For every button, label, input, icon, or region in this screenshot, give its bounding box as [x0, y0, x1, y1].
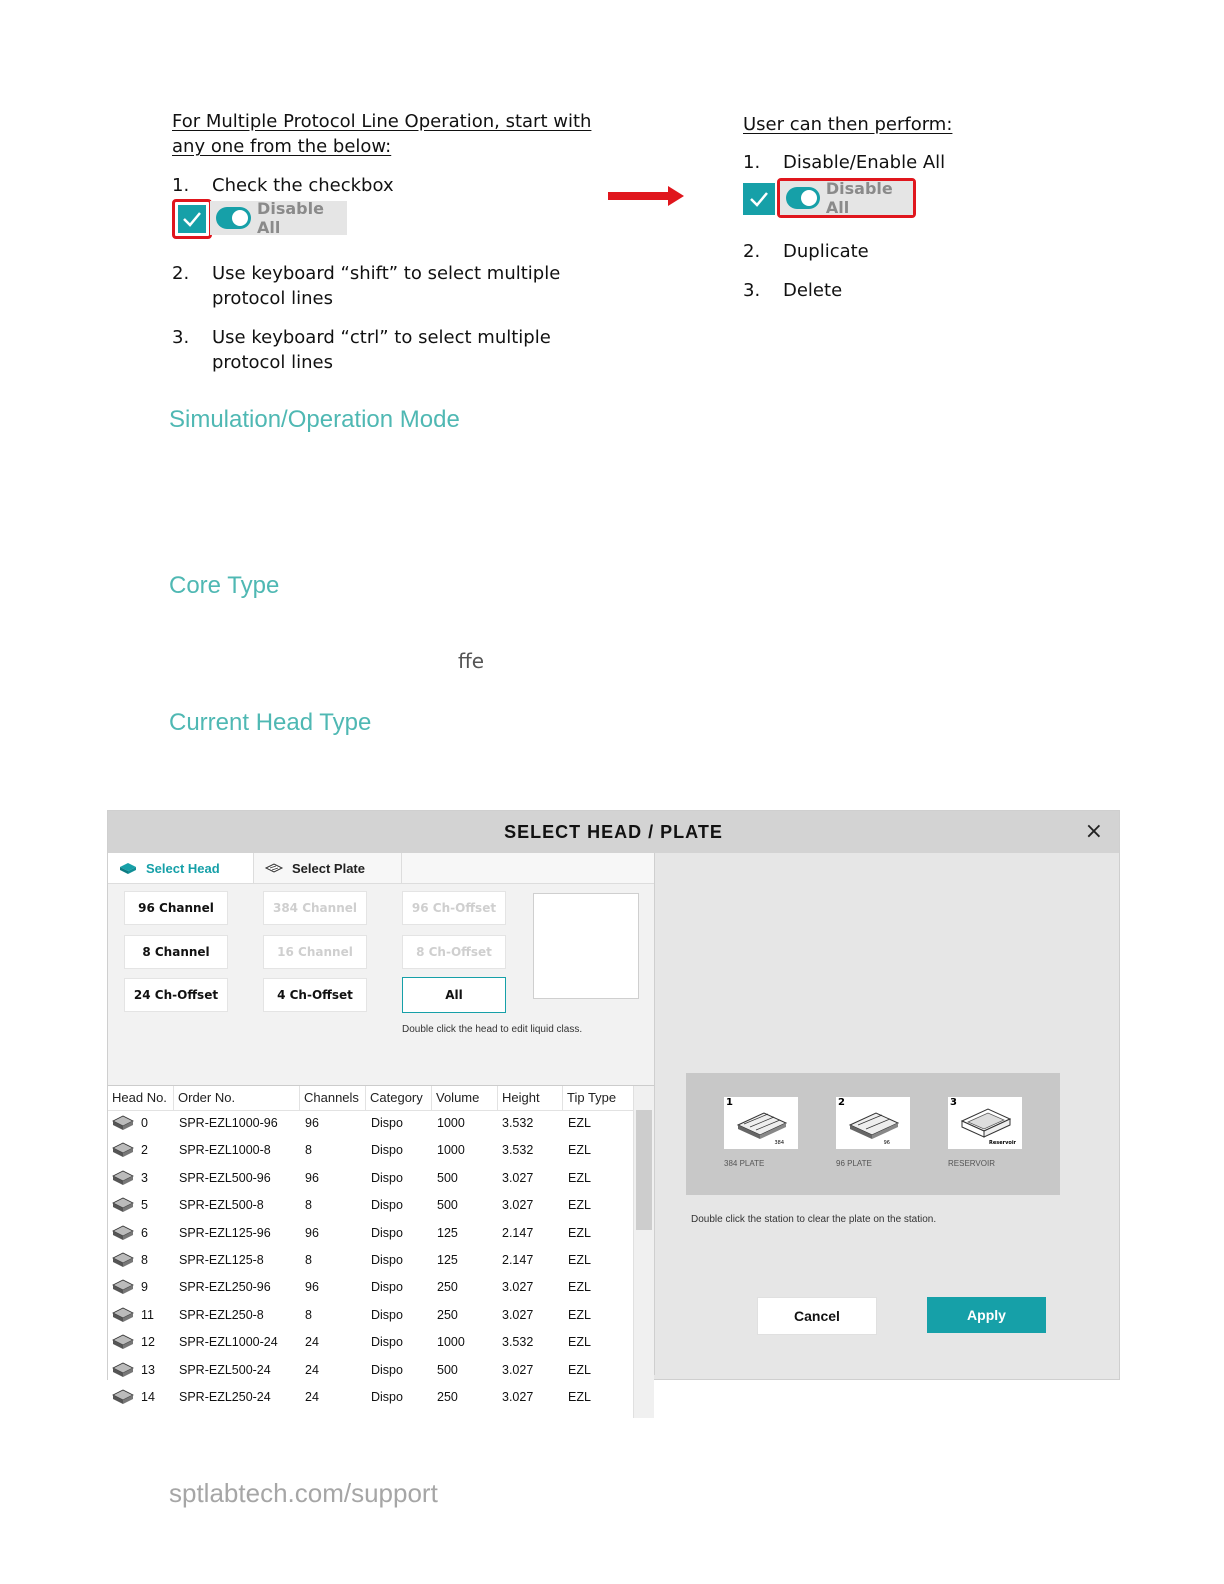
table-row[interactable] [108, 1329, 632, 1356]
table-cell: 24 [305, 1390, 319, 1404]
table-cell: 3.027 [502, 1280, 534, 1295]
station-number: 2 [838, 1097, 845, 1108]
multi-line-intro-1: For Multiple Protocol Line Operation, start with [172, 111, 592, 132]
right-intro: User can then perform: [743, 114, 953, 135]
tab-select-head[interactable] [108, 853, 254, 883]
tab-select-plate[interactable] [254, 853, 402, 883]
table-cell: EZL [568, 1143, 591, 1158]
left-item-2-cont: protocol lines [212, 288, 334, 309]
item-number: 3. [172, 327, 190, 348]
head-icon [118, 861, 138, 875]
heading-core-type: Core Type [169, 572, 280, 599]
head-96-channel-button[interactable]: 96 Channel [124, 891, 228, 925]
pipette-head-icon [111, 1140, 135, 1160]
station-2[interactable] [836, 1097, 910, 1168]
table-cell: Dispo [371, 1335, 403, 1350]
table-cell: 125 [437, 1225, 458, 1240]
table-cell: EZL [568, 1253, 591, 1267]
cancel-button[interactable]: Cancel [757, 1297, 877, 1335]
ffe-text: ffe [458, 649, 485, 673]
item-number: 2. [743, 241, 761, 262]
pipette-head-icon [111, 1113, 135, 1133]
table-cell: Dispo [371, 1280, 403, 1295]
table-cell: EZL [568, 1390, 591, 1404]
table-cell: Dispo [371, 1225, 403, 1240]
right-item-1 [743, 152, 945, 173]
tab-bar [108, 853, 654, 884]
pipette-head-icon [111, 1360, 135, 1380]
tab-label: Select Plate [292, 860, 365, 876]
head-96-offset-button[interactable]: 96 Ch-Offset [402, 891, 506, 925]
table-cell: SPR-EZL500-24 [179, 1362, 271, 1377]
table-cell: 3.532 [502, 1143, 534, 1158]
toggle-label: Disable All [825, 179, 893, 217]
table-cell: 13 [141, 1362, 155, 1377]
head-8-channel-button[interactable]: 8 Channel [124, 935, 228, 969]
station-3[interactable] [948, 1097, 1022, 1168]
column-header[interactable]: Head No. [108, 1086, 174, 1110]
table-cell: 6 [141, 1225, 148, 1240]
toggle-label: Disable All [257, 199, 324, 237]
station-name: 384 PLATE [724, 1159, 765, 1168]
table-cell: 8 [305, 1143, 312, 1158]
table-cell: 500 [437, 1198, 458, 1213]
table-row[interactable] [108, 1247, 632, 1274]
head-hint: Double click the head to edit liquid class. [402, 1024, 583, 1035]
table-cell: 3.027 [502, 1198, 534, 1213]
384-plate-icon [724, 1097, 798, 1149]
pipette-head-icon [111, 1277, 135, 1297]
station-1[interactable] [724, 1097, 798, 1168]
table-cell: 3.027 [502, 1362, 534, 1377]
table-cell: 11 [141, 1307, 154, 1322]
table-cell: 125 [437, 1253, 458, 1267]
table-row[interactable] [108, 1165, 632, 1192]
column-header[interactable]: Category [366, 1086, 432, 1110]
table-cell: 96 [305, 1280, 319, 1295]
table-cell: SPR-EZL1000-96 [179, 1116, 278, 1130]
item-text: Disable/Enable All [783, 152, 946, 173]
table-row[interactable] [108, 1110, 632, 1137]
pipette-head-icon [111, 1332, 135, 1352]
station-hint: Double click the station to clear the plate on the station. [691, 1214, 937, 1225]
item-number: 1. [172, 175, 190, 196]
pipette-head-icon [111, 1223, 135, 1243]
table-cell: SPR-EZL125-96 [179, 1225, 271, 1240]
table-cell: SPR-EZL500-8 [179, 1198, 264, 1213]
table-cell: SPR-EZL250-8 [179, 1307, 264, 1322]
table-row[interactable] [108, 1357, 632, 1384]
pipette-head-icon [111, 1387, 135, 1407]
head-384-channel-button[interactable]: 384 Channel [263, 891, 367, 925]
table-cell: 96 [305, 1225, 319, 1240]
heading-simulation-mode: Simulation/Operation Mode [169, 406, 460, 433]
table-cell: SPR-EZL1000-8 [179, 1143, 271, 1158]
right-arrow-icon [608, 184, 684, 208]
table-cell: 3.532 [502, 1335, 534, 1350]
station-name: RESERVOIR [948, 1159, 995, 1168]
table-cell: 3.027 [502, 1307, 534, 1322]
table-cell: EZL [568, 1170, 591, 1185]
item-text: Use keyboard “shift” to select multiple [212, 263, 561, 284]
plate-text: 384 [774, 1140, 784, 1146]
table-cell: EZL [568, 1307, 591, 1322]
plate-icon [264, 861, 284, 875]
table-cell: Dispo [371, 1390, 403, 1404]
head-preview [533, 893, 639, 999]
check-icon [749, 191, 769, 207]
table-cell: Dispo [371, 1198, 403, 1213]
table-cell: EZL [568, 1198, 591, 1213]
head-4-offset-button[interactable]: 4 Ch-Offset [263, 978, 367, 1012]
pipette-head-icon [111, 1195, 135, 1215]
plate-text: Reservoir [989, 1140, 1016, 1146]
item-text: Use keyboard “ctrl” to select multiple [212, 327, 551, 348]
close-icon[interactable]: × [1084, 819, 1103, 844]
left-item-3-cont: protocol lines [212, 352, 334, 373]
checkbox-right[interactable] [743, 183, 775, 215]
table-scrollbar[interactable] [633, 1086, 654, 1418]
table-cell: 96 [305, 1116, 319, 1130]
apply-button[interactable]: Apply [927, 1297, 1046, 1333]
left-item-3 [172, 327, 551, 348]
table-cell: 14 [141, 1390, 155, 1404]
table-cell: 1000 [437, 1143, 465, 1158]
item-text: Duplicate [783, 241, 869, 262]
table-cell: 500 [437, 1362, 458, 1377]
check-icon [182, 211, 202, 227]
item-number: 3. [743, 280, 761, 301]
table-cell: 250 [437, 1307, 458, 1322]
column-header[interactable]: Order No. [174, 1086, 300, 1110]
table-cell: SPR-EZL500-96 [179, 1170, 271, 1185]
station-slot[interactable] [724, 1097, 798, 1149]
table-cell: SPR-EZL250-24 [179, 1390, 271, 1404]
table-cell: EZL [568, 1335, 591, 1350]
dialog-title: SELECT HEAD / PLATE [108, 811, 1119, 853]
plate-text: 96 [883, 1140, 890, 1146]
right-item-2 [743, 241, 869, 262]
table-cell: 2.147 [502, 1253, 534, 1267]
select-head-plate-dialog [107, 810, 1120, 1404]
table-cell: 3.027 [502, 1170, 534, 1185]
item-number: 2. [172, 263, 190, 284]
table-header [108, 1086, 634, 1111]
table-cell: 5 [141, 1198, 148, 1213]
table-cell: 250 [437, 1280, 458, 1295]
heading-current-head-type: Current Head Type [169, 709, 372, 736]
table-cell: 1000 [437, 1335, 465, 1350]
table-cell: Dispo [371, 1170, 403, 1185]
left-item-2 [172, 263, 560, 284]
table-cell: Dispo [371, 1307, 403, 1322]
table-cell: 1000 [437, 1116, 465, 1130]
toggle-switch[interactable] [786, 187, 820, 209]
station-number: 1 [726, 1097, 733, 1108]
left-item-1 [172, 175, 394, 196]
scrollbar-thumb[interactable] [636, 1110, 652, 1230]
table-cell: EZL [568, 1116, 591, 1130]
head-pane [108, 853, 655, 1404]
plate-stations [686, 1073, 1060, 1195]
table-cell: SPR-EZL125-8 [179, 1253, 264, 1267]
table-row[interactable] [108, 1384, 632, 1411]
tab-label: Select Head [146, 860, 220, 876]
head-24-offset-button[interactable]: 24 Ch-Offset [124, 978, 228, 1012]
disable-all-toggle-right[interactable] [780, 181, 913, 215]
head-16-channel-button[interactable]: 16 Channel [263, 935, 367, 969]
station-number: 3 [950, 1097, 957, 1108]
96-plate-icon [836, 1097, 910, 1149]
table-row[interactable] [108, 1137, 632, 1164]
toggle-switch[interactable] [216, 207, 251, 229]
item-text: Delete [783, 280, 843, 301]
head-table [108, 1085, 654, 1418]
table-cell: 250 [437, 1390, 458, 1404]
table-cell: 96 [305, 1170, 319, 1185]
table-cell: EZL [568, 1362, 591, 1377]
table-cell: 3.027 [502, 1390, 534, 1404]
checkbox-highlight [172, 199, 212, 239]
table-cell: Dispo [371, 1116, 403, 1130]
column-header[interactable]: Channels [300, 1086, 366, 1110]
table-cell: 8 [305, 1198, 312, 1213]
table-cell: EZL [568, 1225, 591, 1240]
table-cell: 9 [141, 1280, 148, 1295]
table-cell: 24 [305, 1362, 319, 1377]
table-cell: 12 [141, 1335, 155, 1350]
table-cell: 3.532 [502, 1116, 534, 1130]
table-row[interactable] [108, 1192, 632, 1219]
table-cell: SPR-EZL1000-24 [179, 1335, 278, 1350]
station-name: 96 PLATE [836, 1159, 872, 1168]
item-number: 1. [743, 152, 761, 173]
table-cell: 8 [141, 1253, 148, 1267]
head-all-button[interactable]: All [402, 977, 506, 1013]
footer-support-link[interactable]: sptlabtech.com/support [169, 1478, 438, 1508]
disable-all-toggle-left[interactable] [210, 201, 347, 235]
head-8-offset-button[interactable]: 8 Ch-Offset [402, 935, 506, 969]
multi-line-intro-2: any one from the below: [172, 136, 392, 157]
toggle-highlight [777, 178, 916, 218]
table-cell: 3 [141, 1170, 148, 1185]
column-header[interactable]: Height [498, 1086, 563, 1110]
table-cell: Dispo [371, 1253, 403, 1267]
table-row[interactable] [108, 1220, 632, 1247]
table-cell: 500 [437, 1170, 458, 1185]
table-cell: Dispo [371, 1143, 403, 1158]
table-cell: SPR-EZL250-96 [179, 1280, 271, 1295]
column-header[interactable]: Volume [432, 1086, 498, 1110]
column-header[interactable]: Tip Type [567, 1090, 617, 1105]
pipette-head-icon [111, 1168, 135, 1188]
table-cell: 2 [141, 1143, 148, 1158]
station-slot[interactable] [948, 1097, 1022, 1149]
table-cell: EZL [568, 1280, 591, 1295]
item-text: Check the checkbox [212, 175, 394, 196]
table-cell: 8 [305, 1253, 312, 1267]
table-cell: 24 [305, 1335, 319, 1350]
checkbox[interactable] [178, 205, 206, 233]
table-cell: Dispo [371, 1362, 403, 1377]
table-cell: 8 [305, 1307, 312, 1322]
station-slot[interactable] [836, 1097, 910, 1149]
table-cell: 0 [141, 1116, 148, 1130]
table-cell: 2.147 [502, 1225, 534, 1240]
pipette-head-icon [111, 1305, 135, 1325]
table-row[interactable] [108, 1302, 632, 1329]
table-row[interactable] [108, 1274, 632, 1301]
right-item-3 [743, 280, 842, 301]
pipette-head-icon [111, 1250, 135, 1270]
